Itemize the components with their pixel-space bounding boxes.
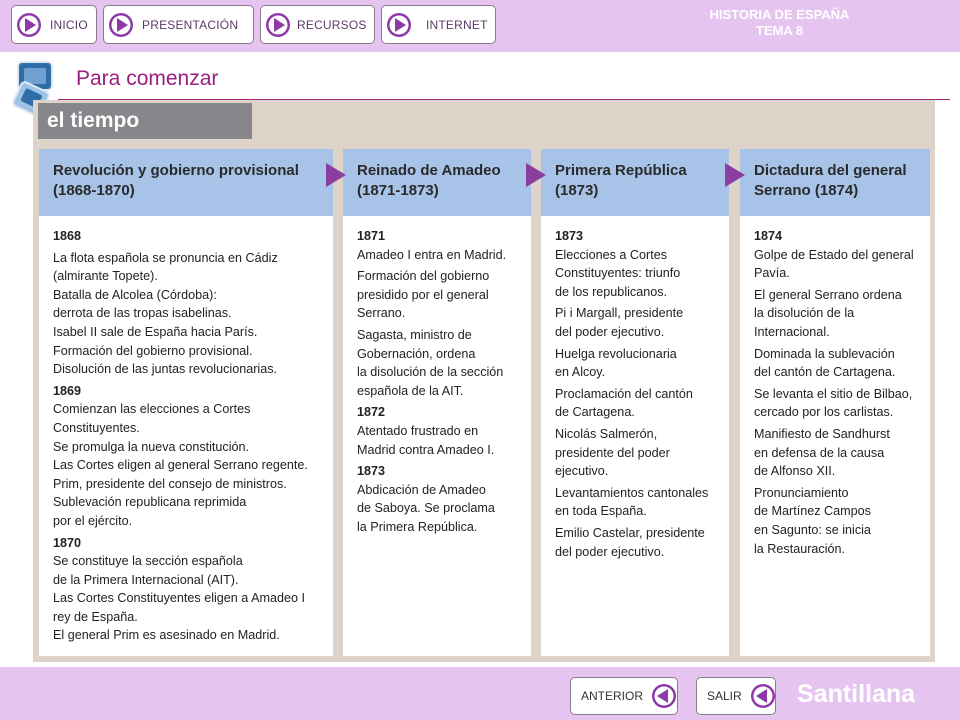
play-triangle-icon	[108, 12, 134, 38]
event-line: en defensa de la causa	[754, 445, 885, 460]
event-line: Batalla de Alcolea (Córdoba):	[53, 287, 217, 302]
event-line: Constituyentes.	[53, 420, 140, 435]
event-line: Prim, presidente del consejo de ministros.	[53, 476, 287, 491]
event-line: la Primera República.	[357, 519, 478, 534]
event-line: Sublevación republicana reprimida	[53, 495, 247, 510]
event-line: Golpe de Estado del general	[754, 247, 914, 262]
event-year: 1872	[357, 405, 386, 420]
column-events	[555, 227, 723, 561]
event-line: de Saboya. Se proclama	[357, 501, 495, 516]
column-events	[754, 227, 924, 558]
event-line: Pavía.	[754, 266, 790, 281]
event-line: Las Cortes Constituyentes eligen a Amadeo I	[53, 591, 306, 606]
event-year: 1874	[754, 229, 783, 243]
event-line: (almirante Topete).	[53, 269, 158, 284]
event-line: Nicolás Salmerón,	[555, 426, 658, 441]
event-line: Comienzan las elecciones a Cortes	[53, 402, 251, 417]
event-line: Las Cortes eligen al general Serrano regente.	[53, 458, 308, 473]
event-year: 1870	[53, 535, 82, 550]
event-line: Internacional.	[754, 324, 830, 339]
event-line: de Martínez Campos	[754, 504, 871, 519]
event-line: Pronunciamiento	[754, 485, 849, 500]
event-year: 1873	[357, 464, 386, 479]
event-line: Madrid contra Amadeo I.	[357, 442, 495, 457]
event-line: de la Primera Internacional (AIT).	[53, 572, 239, 587]
previous-button[interactable]	[570, 677, 678, 715]
nav-button-recursos[interactable]	[260, 5, 375, 44]
exit-label: SALIR	[707, 689, 742, 703]
event-line: Pi i Margall, presidente	[555, 306, 684, 321]
event-line: Se promulga la nueva constitución.	[53, 439, 250, 454]
course-title-line2: TEMA 8	[755, 23, 804, 38]
timeline-column-serrano	[740, 149, 930, 656]
column-heading: Dictadura del general Serrano (1874)	[740, 149, 930, 216]
event-year: 1873	[555, 229, 584, 243]
event-line: Dominada la sublevación	[754, 346, 895, 361]
event-line: en Sagunto: se inicia	[754, 522, 871, 537]
timeline-column-republica	[541, 149, 729, 656]
event-line: Manifiesto de Sandhurst	[754, 426, 890, 441]
event-line: en Alcoy.	[555, 365, 606, 380]
column-heading: Revolución y gobierno provisional (1868-1870)	[39, 149, 333, 216]
timeline-arrow-icon	[526, 163, 546, 187]
timeline-tab: el tiempo	[38, 103, 252, 139]
event-line: Abdicación de Amadeo	[357, 482, 486, 497]
column-heading: Primera República (1873)	[541, 149, 729, 216]
nav-label: RECURSOS	[297, 17, 367, 32]
nav-button-presentacion[interactable]	[103, 5, 254, 44]
event-line: rey de España.	[53, 609, 138, 624]
play-triangle-icon	[265, 12, 291, 38]
event-line: El general Serrano ordena	[754, 287, 902, 302]
event-line: del cantón de Cartagena.	[754, 365, 896, 380]
course-title	[652, 7, 907, 39]
timeline-arrow-icon	[326, 163, 346, 187]
event-line: Levantamientos cantonales	[555, 485, 709, 500]
event-line: La flota española se pronuncia en Cádiz	[53, 250, 278, 265]
event-line: Se levanta el sitio de Bilbao,	[754, 386, 913, 401]
brand-logo: Santillana	[797, 680, 916, 708]
event-line: española de la AIT.	[357, 383, 464, 398]
event-line: cercado por los carlistas.	[754, 405, 894, 420]
column-events	[357, 227, 525, 537]
event-line: la Restauración.	[754, 541, 846, 556]
timeline-arrow-icon	[725, 163, 745, 187]
event-line: Formación del gobierno	[357, 269, 490, 284]
event-line: en toda España.	[555, 504, 647, 519]
event-line: del poder ejecutivo.	[555, 544, 665, 559]
exit-button[interactable]	[696, 677, 776, 715]
event-line: Gobernación, ordena	[357, 346, 476, 361]
event-line: ejecutivo.	[555, 464, 609, 479]
event-year: 1871	[357, 229, 386, 243]
event-line: de Cartagena.	[555, 405, 635, 420]
event-line: Atentado frustrado en	[357, 423, 479, 438]
back-triangle-icon	[750, 683, 776, 709]
event-line: de los republicanos.	[555, 284, 668, 299]
timeline-column-amadeo	[343, 149, 531, 656]
nav-label: INTERNET	[426, 17, 488, 32]
event-line: Se constituye la sección española	[53, 554, 243, 569]
back-triangle-icon	[651, 683, 677, 709]
event-line: El general Prim es asesinado en Madrid.	[53, 628, 280, 643]
event-line: Amadeo I entra en Madrid.	[357, 247, 507, 262]
event-year: 1868	[53, 229, 82, 243]
event-line: de Alfonso XII.	[754, 464, 836, 479]
event-line: presidente del poder	[555, 445, 670, 460]
event-line: Proclamación del cantón	[555, 386, 693, 401]
play-triangle-icon	[16, 12, 42, 38]
previous-label: ANTERIOR	[581, 689, 644, 703]
event-line: Formación del gobierno provisional.	[53, 343, 253, 358]
nav-label: INICIO	[50, 17, 88, 32]
nav-label: PRESENTACIÓN	[142, 17, 239, 32]
event-line: Serrano.	[357, 306, 406, 321]
event-line: la disolución de la sección	[357, 365, 504, 380]
event-line: por el ejército.	[53, 513, 133, 528]
timeline-column-revolucion	[39, 149, 333, 656]
event-line: del poder ejecutivo.	[555, 324, 665, 339]
event-line: Disolución de las juntas revolucionarias.	[53, 362, 278, 377]
event-line: presidido por el general	[357, 287, 489, 302]
event-line: Elecciones a Cortes	[555, 247, 667, 262]
play-triangle-icon	[386, 12, 412, 38]
course-title-line1: HISTORIA DE ESPAÑA	[709, 7, 850, 22]
column-events	[53, 227, 327, 645]
event-line: Huelga revolucionaria	[555, 346, 677, 361]
column-heading: Reinado de Amadeo (1871-1873)	[343, 149, 531, 216]
nav-button-inicio[interactable]	[11, 5, 97, 44]
event-line: la disolución de la	[754, 306, 855, 321]
event-line: Sagasta, ministro de	[357, 327, 472, 342]
page-title: Para comenzar	[76, 67, 219, 90]
event-line: derrota de las tropas isabelinas.	[53, 306, 232, 321]
event-line: Isabel II sale de España hacia París.	[53, 324, 258, 339]
event-year: 1869	[53, 383, 82, 398]
event-line: Emilio Castelar, presidente	[555, 525, 705, 540]
event-line: Constituyentes: triunfo	[555, 266, 681, 281]
nav-button-internet[interactable]	[381, 5, 496, 44]
